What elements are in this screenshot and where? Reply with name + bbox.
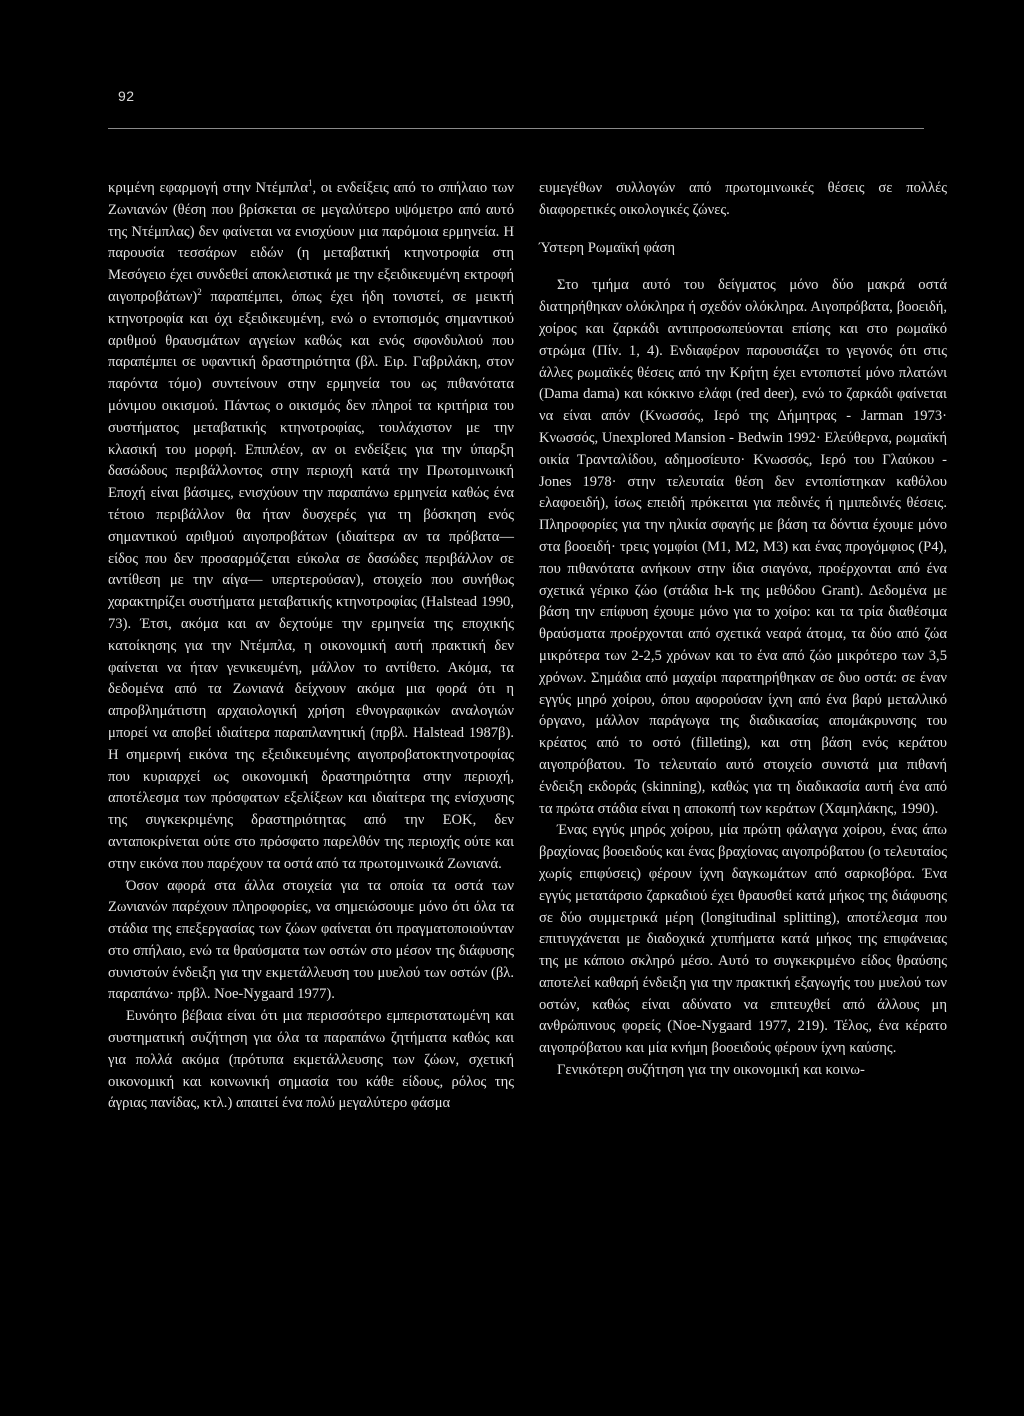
section-heading: Ύστερη Ρωμαϊκή φάση	[539, 239, 676, 256]
right-paragraph-1: ευμεγέθων συλλογών από πρωτομινωικές θέσεις σε πολλές διαφορετικές οικολογικές ζώνες.	[539, 180, 947, 218]
left-paragraph-3: Ευνόητο βέβαια είναι ότι μια περισσότερο εμπεριστατωμένη και συστηματική συζήτηση για όλα τα παραπάνω ζητήματα καθώς και για πολλά ακόμα (πρότυπα εκμετάλλευσης των ζώων, σχετική οικονομική και κοινωνική σημασία του κάθε είδους, ρόλος της άγριας πανίδας, κτλ.) απαιτεί ένα πολύ μεγαλύτερο φάσμα	[108, 1008, 514, 1112]
left-p1-text-a: κριμένη εφαρμογή στην Ντέμπλα	[108, 180, 308, 196]
right-paragraph-3: Ένας εγγύς μηρός χοίρου, μία πρώτη φάλαγγα χοίρου, ένας άπω βραχίονας βοοειδούς και ένας βραχίονας αιγοπρόβατου (ο τελευταίος χωρίς επιφύσεις) φέρουν ίχνη δαγκωμάτων από σαρκοβόρα. Ένα εγγύς μετατάρσιο ζαρκαδιού έχει θραυσθεί κατά μήκος της διάφυσης σε δύο συμμετρικά μέρη (longitudinal splitting), αποτέλεσμα που επιτυγχάνεται με διαδοχικά χτυπήματα κατά μήκος της επιφάνειας της με κάποιο σκληρό μέσο. Αυτό το συγκεκριμένο είδος θραύσης αποτελεί καθαρή ένδειξη για την πρακτική εξαγωγής του μυελού των οστών, καθώς είναι αδύνατο να επιτευχθεί από άλλους μη ανθρώπινους φορείς (Noe-Nygaard 1977, 219). Τέλος, ένα κέρατο αιγοπρόβατου και μία κνήμη βοοειδούς φέρουν ίχνη καύσης.	[539, 822, 947, 1057]
left-p1-text-b: , οι ενδείξεις από το σπήλαιο των Ζωνιανών (θέση που βρίσκεται σε μεγαλύτερο υψόμετρο από αυτό της Ντέμπλας) δεν φαίνεται να ενισχύουν μια παρόμοια ερμηνεία. Η παρουσία τεσσάρων ειδών (η μεταβατική κτηνοτροφία στη Μεσόγειο έχει συνδεθεί αποκλειστικά με την εξειδικευμένη εκτροφή αιγοπροβάτων)	[108, 180, 514, 305]
left-paragraph-2: Όσον αφορά στα άλλα στοιχεία για τα οποία τα οστά των Ζωνιανών παρέχουν πληροφορίες, να σημειώσουμε μόνο ότι όλα τα στάδια της επεξεργασίας των ζώων φαίνεται ότι πραγματοποιούνταν στο σπήλαιο, ενώ τα θραύσματα των οστών στο μέσον της διάφυσης συνιστούν ένδειξη για την εκμετάλλευση του μυελού των οστών (βλ. παραπάνω· πρβλ. Noe-Nygaard 1977).	[108, 877, 514, 1003]
right-paragraph-2: Στο τμήμα αυτό του δείγματος μόνο δύο μακρά οστά διατηρήθηκαν ολόκληρα ή σχεδόν ολόκληρα. Αιγοπρόβατα, βοοειδή, χοίρος και ζαρκάδι αντιπροσωπεύονται επίσης και στο ρωμαϊκό στρώμα (Πίν. 1, 4). Ενδιαφέρον παρουσιάζει το γεγονός ότι στις άλλες ρωμαϊκές θέσεις από την Κρήτη έχει εντοπιστεί μόνο πλατώνι (Dama dama) και κόκκινο ελάφι (red deer), ενώ το ζαρκάδι φαίνεται να είναι απόν (Κνωσσός, Ιερό της Δήμητρας - Jarman 1973· Κνωσσός, Unexplored Mansion - Bedwin 1992· Ελεύθερνα, ρωμαϊκή οικία Τρανταλίδου, αδημοσίευτο· Κνωσσός, Ιερό του Γλαύκου - Jones 1978· στην τελευταία θέση δεν εντοπίστηκαν καθόλου ελαφοειδή), ίσως επειδή πρόκειται για πεδινές ή ημιπεδινές θέσεις. Πληροφορίες για την ηλικία σφαγής με βάση τα δόντια έχουμε μόνο στα βοοειδή· τρεις γομφίοι (Μ1, Μ2, Μ3) και ένας προγόμφιος (Ρ4), που πιθανότατα ανήκουν στην ίδια σιαγόνα, προέρχονται από ένα σχετικά γέρικο ζώο (στάδια h-k της μεθόδου Grant). Δεδομένα με βάση την επίφυση έχουμε μόνο για το χοίρο: και τα τρία διαθέσιμα θραύσματα προέρχονται από σχετικά νεαρά άτομα, τα δύο από ζώα μικρότερα των 2-2,5 χρόνων και το ένα από ζώο μικρότερο των 3,5 χρόνων. Σημάδια από μαχαίρι παρατηρήθηκαν σε δυο οστά: σε έναν εγγύς μηρό χοίρου, όπου αφορούσαν ίχνη από ένα βαρύ μεταλλικό όργανο, μάλλον παράγωγα της διαδικασίας απομάκρυνσης του κρέατος από το οστό (filleting), και στη βάση ενός κεράτου αιγοπρόβατου. Το τελευταίο αυτό στοιχείο συνιστά μια πιθανή ένδειξη εκδοράς (skinning), καθώς για τη διαδικασία αυτή ένα από τα πρώτα στάδια είναι η αποκοπή των κεράτων (Χαμηλάκης, 1990).	[539, 277, 947, 817]
right-column	[539, 178, 947, 1082]
footnote-ref-2[interactable]: 2	[197, 287, 202, 298]
left-p1-text-c: παραπέμπει, όπως έχει ήδη τονιστεί, σε μεικτή κτηνοτροφία και όχι εξειδικευμένη, ενώ ο εντοπισμός σημαντικού αριθμού θραυσμάτων αγγείων καθώς και ενός σφονδυλιού που παραπέμπει σε υφαντική δραστηριότητα (βλ. Ειρ. Γαβριλάκη, στον παρόντα τόμο) συντείνουν στην ερμηνεία του ως πιθανότατα μόνιμου οικισμού. Πάντως ο οικισμός δεν πληροί τα κριτήρια του συστήματος μεταβατικής κτηνοτροφίας, τουλάχιστον με την κλασική του μορφή. Επιπλέον, αν οι ενδείξεις για την ύπαρξη δασώδους περιβάλλοντος στην περιοχή κατά την Πρωτομινωική Εποχή είναι βάσιμες, ενισχύουν την παραπάνω ερμηνεία καθώς ένα τέτοιο περιβάλλον θα ήταν δυσχερές για τη βόσκηση ενός σημαντικού αριθμού αιγοπροβάτων (ιδιαίτερα αν τα πρόβατα— είδος που δεν προσαρμόζεται εύκολα σε δασώδες περιβάλλον σε αντίθεση με την αίγα— υπερτερούσαν), στοιχείο που συνήθως χαρακτηρίζει συστήματα μεταβατικής κτηνοτροφίας (Halstead 1990, 73). Έτσι, ακόμα και αν δεχτούμε την ερμηνεία της εποχικής κατοίκησης για την Ντέμπλα, η οικονομική αυτή πρακτική δεν φαίνεται να ήταν γενικευμένη, μάλλον το αντίθετο. Ακόμα, τα δεδομένα από τα Ζωνιανά δείχνουν ακόμα μια φορά ότι η απροβλημάτιστη αρχαιολογική χρήση εθνογραφικών αναλογιών μπορεί να αποβεί ιδιαίτερα παραπλανητική (πρβλ. Halstead 1987β). Η σημερινή εικόνα της εξειδικευμένης αιγοπροβατοκτηνοτροφίας που κυριαρχεί ως οικονομική δραστηριότητα στην περιοχή, αποτέλεσμα των πρόσφατων εξελίξεων και ιδιαίτερα της ενίσχυσης της συγκεκριμένης δραστηριότητας από την ΕΟΚ, δεν ανταποκρίνεται ούτε στο πρόσφατο παρελθόν της περιοχής ούτε και στην εικόνα που παρέχουν τα οστά από τα πρωτομινωικά Ζωνιανά.	[108, 288, 514, 872]
left-column	[108, 178, 514, 1115]
left-paragraph-1	[108, 178, 514, 876]
header-rule	[108, 128, 924, 129]
right-paragraph-4: Γενικότερη συζήτηση για την οικονομική και κοινω-	[557, 1062, 865, 1079]
footnote-ref-1[interactable]: 1	[307, 178, 313, 189]
page-number: 92	[118, 88, 135, 104]
